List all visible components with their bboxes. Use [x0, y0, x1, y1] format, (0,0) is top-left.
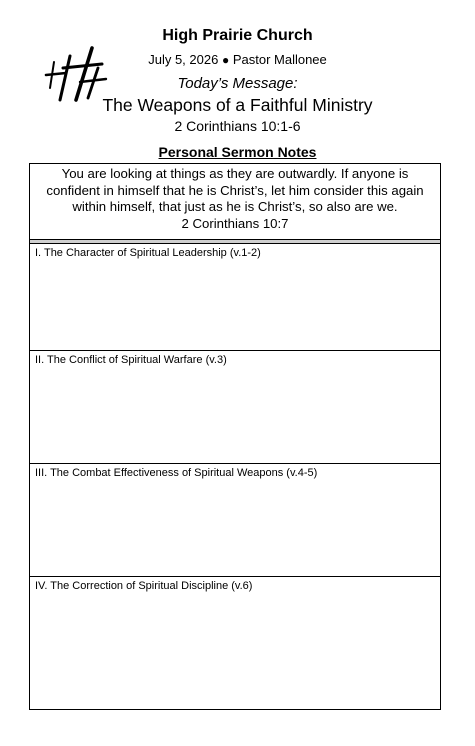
notes-section-3[interactable]	[30, 463, 440, 576]
section-heading: III. The Combat Effectiveness of Spiritual Weapons (v.4-5)	[35, 467, 318, 479]
message-title: The Weapons of a Faithful Ministry	[102, 95, 373, 115]
key-verse-line: within himself, that just as he is Christ’s, so also are we.	[72, 199, 398, 214]
notes-section-1[interactable]	[30, 244, 440, 350]
service-date: July 5, 2026	[148, 52, 219, 67]
scripture-reference: 2 Corinthians 10:1-6	[174, 118, 301, 134]
date-line	[0, 52, 475, 67]
key-verse-reference: 2 Corinthians 10:7	[181, 215, 289, 231]
message-label: Today’s Message:	[177, 75, 298, 92]
bullet-separator: ●	[221, 53, 230, 67]
pastor-name: Pastor Mallonee	[232, 52, 327, 67]
notes-heading: Personal Sermon Notes	[158, 144, 317, 160]
section-heading: IV. The Correction of Spiritual Discipline (v.6)	[35, 580, 253, 592]
key-verse	[30, 164, 440, 238]
church-name: High Prairie Church	[162, 27, 313, 44]
notes-section-2[interactable]	[30, 350, 440, 463]
notes-section-4[interactable]	[30, 576, 440, 709]
key-verse-line: confident in himself that he is Christ’s, let him consider this again	[46, 182, 424, 198]
key-verse-line: You are looking at things as they are outwardly. If anyone is	[61, 166, 409, 181]
section-heading: I. The Character of Spiritual Leadership (v.1-2)	[35, 247, 261, 259]
notes-frame	[29, 163, 441, 710]
section-heading: II. The Conflict of Spiritual Warfare (v.3)	[35, 354, 227, 366]
